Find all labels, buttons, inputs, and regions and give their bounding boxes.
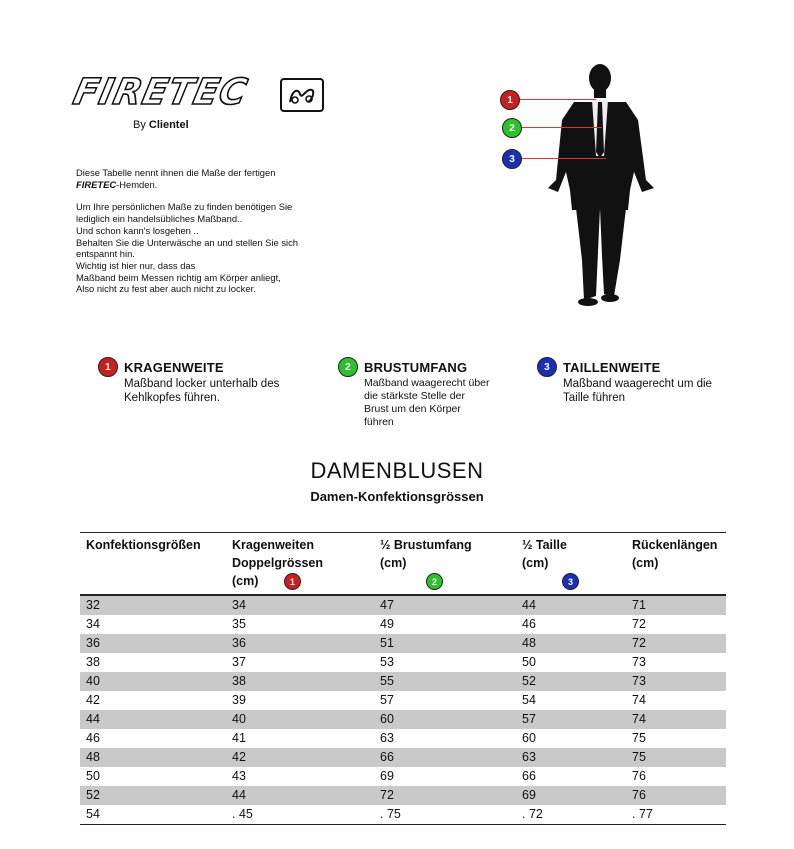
cell-collar: 39 — [232, 693, 246, 707]
header-size — [80, 533, 226, 596]
cell-back: 72 — [632, 617, 646, 631]
cell-chest: 57 — [380, 693, 394, 707]
cell-waist: 63 — [516, 748, 626, 767]
intro-line-rest: -Hemden. — [116, 178, 158, 190]
logo-badge-icon — [280, 78, 324, 112]
intro-brand: FIRETEC — [76, 178, 117, 190]
waist-legend-desc: Maßband waagerecht um die — [563, 378, 712, 390]
cell-size: 50 — [86, 769, 100, 783]
chest-legend-desc: führen — [364, 416, 394, 428]
cell-collar: 42 — [226, 748, 374, 767]
header-chest — [374, 533, 516, 596]
table-row — [80, 767, 726, 786]
cell-waist: 44 — [516, 595, 626, 615]
measurement-figure — [496, 60, 666, 310]
header-collar-line: Kragenweiten — [232, 538, 314, 552]
cell-size: 52 — [80, 786, 226, 805]
cell-chest: 60 — [374, 710, 516, 729]
cell-size: 44 — [80, 710, 226, 729]
cell-size: 32 — [80, 595, 226, 615]
cell-waist: 48 — [516, 634, 626, 653]
cell-chest: 53 — [380, 655, 394, 669]
table-row — [80, 729, 726, 748]
cell-collar: 38 — [226, 672, 374, 691]
legend-waist — [537, 357, 712, 405]
cell-chest: 69 — [380, 769, 394, 783]
intro-line: lediglich ein handelsübliches Maßband.. — [76, 213, 243, 225]
cell-back: 75 — [626, 748, 726, 767]
table-row — [80, 634, 726, 653]
cell-size: 48 — [80, 748, 226, 767]
cell-back: 74 — [632, 693, 646, 707]
collar-legend-marker: 1 — [98, 357, 118, 377]
cell-waist: 54 — [522, 693, 536, 707]
page-subtitle: Damen-Konfektionsgrössen — [310, 489, 484, 504]
header-collar-unit: (cm) — [232, 574, 259, 588]
chest-marker: 2 — [502, 118, 522, 138]
cell-collar: 34 — [226, 595, 374, 615]
header-waist-line: ½ Taille — [522, 538, 567, 552]
collar-lead-line — [516, 99, 596, 100]
header-back-unit: (cm) — [632, 556, 659, 570]
table-row — [80, 691, 726, 710]
cell-back: 74 — [626, 710, 726, 729]
chest-legend-desc: die stärkste Stelle der — [364, 390, 465, 402]
header-collar-line: Doppelgrössen — [232, 556, 323, 570]
intro-text — [76, 167, 366, 295]
cell-chest: 49 — [380, 617, 394, 631]
cell-chest: 51 — [374, 634, 516, 653]
chest-legend-title: BRUSTUMFANG — [364, 359, 468, 375]
cell-back: 76 — [626, 786, 726, 805]
cell-chest: 55 — [374, 672, 516, 691]
cell-back: 73 — [632, 655, 646, 669]
header-collar — [226, 533, 374, 596]
waist-legend-desc: Taille führen — [563, 392, 626, 404]
collar-legend-desc: Maßband locker unterhalb des — [124, 378, 280, 390]
cell-waist: 57 — [516, 710, 626, 729]
cell-chest: 47 — [374, 595, 516, 615]
logo-byline — [133, 119, 189, 131]
header-back — [626, 533, 726, 596]
cell-collar: 41 — [232, 731, 246, 745]
table-row — [80, 748, 726, 767]
cell-waist: 60 — [522, 731, 536, 745]
table-row — [80, 786, 726, 805]
collar-header-marker: 1 — [284, 573, 301, 590]
header-waist-unit: (cm) — [522, 556, 549, 570]
logo-by-name: Clientel — [148, 119, 189, 131]
table-row — [80, 615, 726, 634]
cell-size: 54 — [80, 805, 226, 825]
cell-size: 46 — [86, 731, 100, 745]
cell-collar: 40 — [226, 710, 374, 729]
collar-legend-title: KRAGENWEITE — [124, 359, 224, 375]
cell-size: 42 — [86, 693, 100, 707]
firetec-logo — [69, 72, 324, 142]
waist-lead-line — [516, 158, 606, 159]
intro-line: Also nicht zu fest aber auch nicht zu locker. — [76, 283, 256, 295]
cell-chest: . 75 — [374, 805, 516, 825]
cell-size: 40 — [80, 672, 226, 691]
cell-collar: 35 — [232, 617, 246, 631]
table-row — [80, 710, 726, 729]
waist-marker: 3 — [502, 149, 522, 169]
header-chest-line: ½ Brustumfang — [380, 538, 472, 552]
cell-collar: 43 — [232, 769, 246, 783]
cell-waist: 66 — [522, 769, 536, 783]
cell-back: 72 — [626, 634, 726, 653]
intro-line: Diese Tabelle nennt ihnen die Maße der fertigen — [76, 167, 276, 178]
table-header-row — [80, 533, 726, 596]
intro-line: Um Ihre persönlichen Maße zu finden benötigen Sie — [76, 201, 293, 213]
cell-back: 73 — [626, 672, 726, 691]
waist-legend-marker: 3 — [537, 357, 557, 377]
table-row — [80, 672, 726, 691]
chest-lead-line — [516, 127, 602, 128]
intro-line: Maßband beim Messen richtig am Körper anliegt, — [76, 271, 281, 283]
intro-line: Wichtig ist hier nur, dass das — [76, 259, 196, 271]
header-waist — [516, 533, 626, 596]
chest-legend-desc: Maßband waagerecht über — [364, 377, 490, 389]
cell-waist: 69 — [516, 786, 626, 805]
cell-size: 34 — [86, 617, 100, 631]
chest-legend-marker: 2 — [338, 357, 358, 377]
cell-waist: 52 — [516, 672, 626, 691]
intro-line: Und schon kann's losgehen .. — [76, 224, 199, 236]
cell-chest: 72 — [374, 786, 516, 805]
cell-collar: 44 — [226, 786, 374, 805]
collar-marker: 1 — [500, 90, 520, 110]
size-table — [80, 532, 726, 825]
logo-by-label: By — [133, 119, 146, 131]
cell-collar: 36 — [226, 634, 374, 653]
cell-collar: . 45 — [226, 805, 374, 825]
cell-chest: 66 — [374, 748, 516, 767]
cell-waist: . 72 — [516, 805, 626, 825]
header-size-label: Konfektionsgrößen — [86, 538, 201, 552]
legend-collar — [98, 357, 279, 405]
intro-line: entspannt hin. — [76, 248, 135, 260]
legend-chest — [338, 357, 490, 429]
cell-back: 75 — [632, 731, 646, 745]
intro-line — [76, 179, 366, 191]
chest-legend-desc: Brust um den Körper — [364, 403, 461, 415]
cell-size: 38 — [86, 655, 100, 669]
waist-header-marker: 3 — [562, 573, 579, 590]
cell-waist: 46 — [522, 617, 536, 631]
header-chest-unit: (cm) — [380, 556, 407, 570]
intro-line: Behalten Sie die Unterwäsche an und stellen Sie sich — [76, 236, 299, 248]
waist-legend-title: TAILLENWEITE — [563, 359, 661, 375]
page-title: DAMENBLUSEN — [310, 458, 484, 483]
header-back-line: Rückenlängen — [632, 538, 718, 552]
collar-legend-desc: Kehlkopfes führen. — [124, 392, 220, 404]
chest-header-marker: 2 — [426, 573, 443, 590]
cell-collar: 37 — [232, 655, 246, 669]
cell-size: 36 — [80, 634, 226, 653]
table-row — [80, 595, 726, 615]
cell-chest: 63 — [380, 731, 394, 745]
cell-waist: 50 — [522, 655, 536, 669]
cell-back: 76 — [632, 769, 646, 783]
logo-wordmark: FIRETEC — [69, 72, 252, 113]
table-row — [80, 653, 726, 672]
man-silhouette-icon — [496, 60, 666, 310]
cell-back: 71 — [626, 595, 726, 615]
table-row — [80, 805, 726, 825]
cell-back: . 77 — [626, 805, 726, 825]
